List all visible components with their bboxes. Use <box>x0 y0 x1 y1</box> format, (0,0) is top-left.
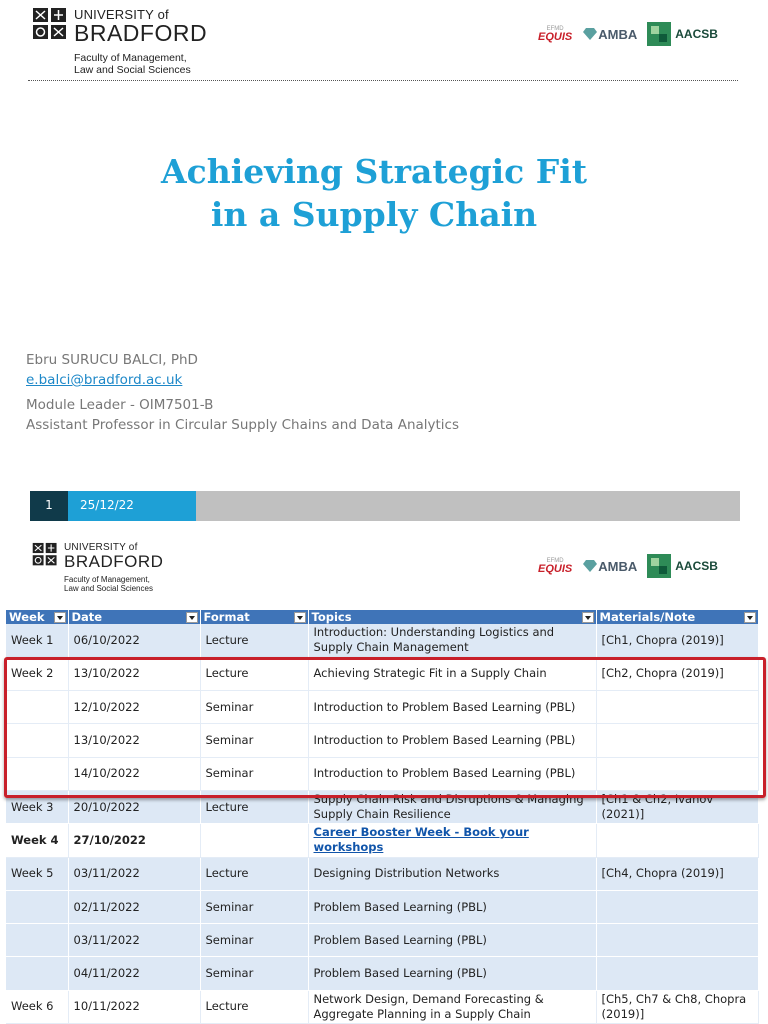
cell-date: 13/10/2022 <box>68 657 200 690</box>
faculty-line2: Law and Social Sciences <box>64 584 153 594</box>
title-line-1: Achieving Strategic Fit <box>161 152 587 191</box>
author-name: Ebru SURUCU BALCI, PhD <box>26 352 198 368</box>
cell-topic: Problem Based Learning (PBL) <box>308 924 596 957</box>
university-line1: UNIVERSITY of <box>64 542 138 553</box>
cell-note <box>596 824 758 857</box>
slide-date: 25/12/22 <box>68 491 196 521</box>
header-divider <box>28 80 738 81</box>
cell-topic: Introduction to Problem Based Learning (PBL) <box>308 691 596 724</box>
cell-date: 20/10/2022 <box>68 790 200 823</box>
cell-note <box>596 924 758 957</box>
cell-note: [Ch1 & Ch2, Ivanov (2021)] <box>596 790 758 823</box>
cell-format: Seminar <box>200 691 308 724</box>
cell-topic: Achieving Strategic Fit in a Supply Chain <box>308 657 596 690</box>
faculty-line1: Faculty of Management, <box>74 52 187 64</box>
equis-logo: EFMD EQUIS <box>538 557 573 575</box>
week2-highlight-box <box>4 657 766 798</box>
slide-footer <box>30 491 740 521</box>
cell-note: [Ch1, Chopra (2019)] <box>596 624 758 657</box>
filter-dropdown-icon[interactable] <box>744 612 756 623</box>
header-week[interactable]: Week <box>6 610 68 624</box>
cell-topic: Introduction to Problem Based Learning (PBL) <box>308 757 596 790</box>
cell-week: Week 6 <box>6 990 68 1023</box>
filter-dropdown-icon[interactable] <box>54 612 66 623</box>
title-line-2: in a Supply Chain <box>210 195 538 234</box>
cell-format: Lecture <box>200 857 308 890</box>
cell-date: 02/11/2022 <box>68 890 200 923</box>
aacsb-square-icon <box>647 22 671 46</box>
cell-week: Week 5 <box>6 857 68 890</box>
schedule-slide <box>0 530 768 1024</box>
accreditation-logos <box>538 554 718 578</box>
cell-note: [Ch4, Chopra (2019)] <box>596 857 758 890</box>
university-line1: UNIVERSITY of <box>74 7 169 22</box>
author-position: Assistant Professor in Circular Supply Chains and Data Analytics <box>26 417 460 433</box>
cell-note <box>596 890 758 923</box>
cell-week: Week 1 <box>6 624 68 657</box>
slide-title <box>0 150 748 236</box>
equis-logo: EFMD EQUIS <box>538 25 573 43</box>
cell-topic: Supply Chain Risk and Disruptions & Managing Supply Chain Resilience <box>308 790 596 823</box>
cell-topic: Designing Distribution Networks <box>308 857 596 890</box>
amba-logo: AMBA <box>582 27 637 42</box>
header-topics[interactable]: Topics <box>308 610 596 624</box>
cell-date: 10/11/2022 <box>68 990 200 1023</box>
cell-format: Seminar <box>200 724 308 757</box>
cell-topic: Network Design, Demand Forecasting & Aggregate Planning in a Supply Chain <box>308 990 596 1023</box>
faculty-line2: Law and Social Sciences <box>74 64 191 77</box>
cell-note <box>596 957 758 990</box>
table-row <box>6 890 758 923</box>
cell-format: Seminar <box>200 757 308 790</box>
university-name: BRADFORD <box>74 20 208 46</box>
cell-week: Week 4 <box>6 824 68 857</box>
filter-dropdown-icon[interactable] <box>294 612 306 623</box>
table-row <box>6 990 758 1023</box>
cell-date: 04/11/2022 <box>68 957 200 990</box>
cell-week <box>6 890 68 923</box>
university-crest-icon <box>32 7 68 41</box>
cell-note: [Ch5, Ch7 & Ch8, Chopra (2019)] <box>596 990 758 1023</box>
faculty-line1: Faculty of Management, <box>64 575 150 584</box>
cell-topic <box>308 824 596 857</box>
cell-date: 14/10/2022 <box>68 757 200 790</box>
amba-logo: AMBA <box>582 559 637 574</box>
cell-week: Week 3 <box>6 790 68 823</box>
author-block <box>26 350 459 435</box>
author-role: Module Leader - OIM7501-B <box>26 397 214 413</box>
university-name: BRADFORD <box>64 552 164 571</box>
aacsb-logo: AACSB <box>647 22 718 46</box>
cell-date: 27/10/2022 <box>68 824 200 857</box>
cell-format: Seminar <box>200 890 308 923</box>
aacsb-logo: AACSB <box>647 554 718 578</box>
header-date[interactable]: Date <box>68 610 200 624</box>
cell-date: 03/11/2022 <box>68 857 200 890</box>
cell-format: Lecture <box>200 657 308 690</box>
cell-week <box>6 924 68 957</box>
table-row <box>6 857 758 890</box>
cell-topic: Problem Based Learning (PBL) <box>308 957 596 990</box>
filter-dropdown-icon[interactable] <box>186 612 198 623</box>
table-row <box>6 824 758 857</box>
cell-week <box>6 957 68 990</box>
cell-format: Seminar <box>200 957 308 990</box>
career-booster-link[interactable]: Career Booster Week - Book your workshops <box>313 825 529 855</box>
amba-diamond-icon <box>582 27 598 41</box>
table-row <box>6 957 758 990</box>
university-logo <box>32 7 207 76</box>
cell-format: Lecture <box>200 624 308 657</box>
cell-date: 03/11/2022 <box>68 924 200 957</box>
table-row <box>6 924 758 957</box>
cell-format: Lecture <box>200 790 308 823</box>
author-email-link[interactable]: e.balci@bradford.ac.uk <box>26 372 183 388</box>
slide-number: 1 <box>30 491 68 521</box>
cell-week: Week 2 <box>6 657 68 690</box>
cell-date: 12/10/2022 <box>68 691 200 724</box>
university-logo <box>32 542 163 593</box>
table-header-row <box>6 610 758 624</box>
filter-dropdown-icon[interactable] <box>582 612 594 623</box>
cell-date: 06/10/2022 <box>68 624 200 657</box>
cell-format: Seminar <box>200 924 308 957</box>
cell-format: Lecture <box>200 990 308 1023</box>
header-format[interactable]: Format <box>200 610 308 624</box>
amba-diamond-icon <box>582 559 598 573</box>
cell-note: [Ch2, Chopra (2019)] <box>596 657 758 690</box>
cell-date: 13/10/2022 <box>68 724 200 757</box>
cell-topic: Introduction: Understanding Logistics and Supply Chain Management <box>308 624 596 657</box>
cell-topic: Introduction to Problem Based Learning (PBL) <box>308 724 596 757</box>
cell-format <box>200 824 308 857</box>
accreditation-logos <box>538 22 718 46</box>
aacsb-square-icon <box>647 554 671 578</box>
table-row <box>6 624 758 657</box>
university-crest-icon <box>32 542 58 567</box>
cell-topic: Problem Based Learning (PBL) <box>308 890 596 923</box>
header-materials[interactable]: Materials/Note <box>596 610 758 624</box>
